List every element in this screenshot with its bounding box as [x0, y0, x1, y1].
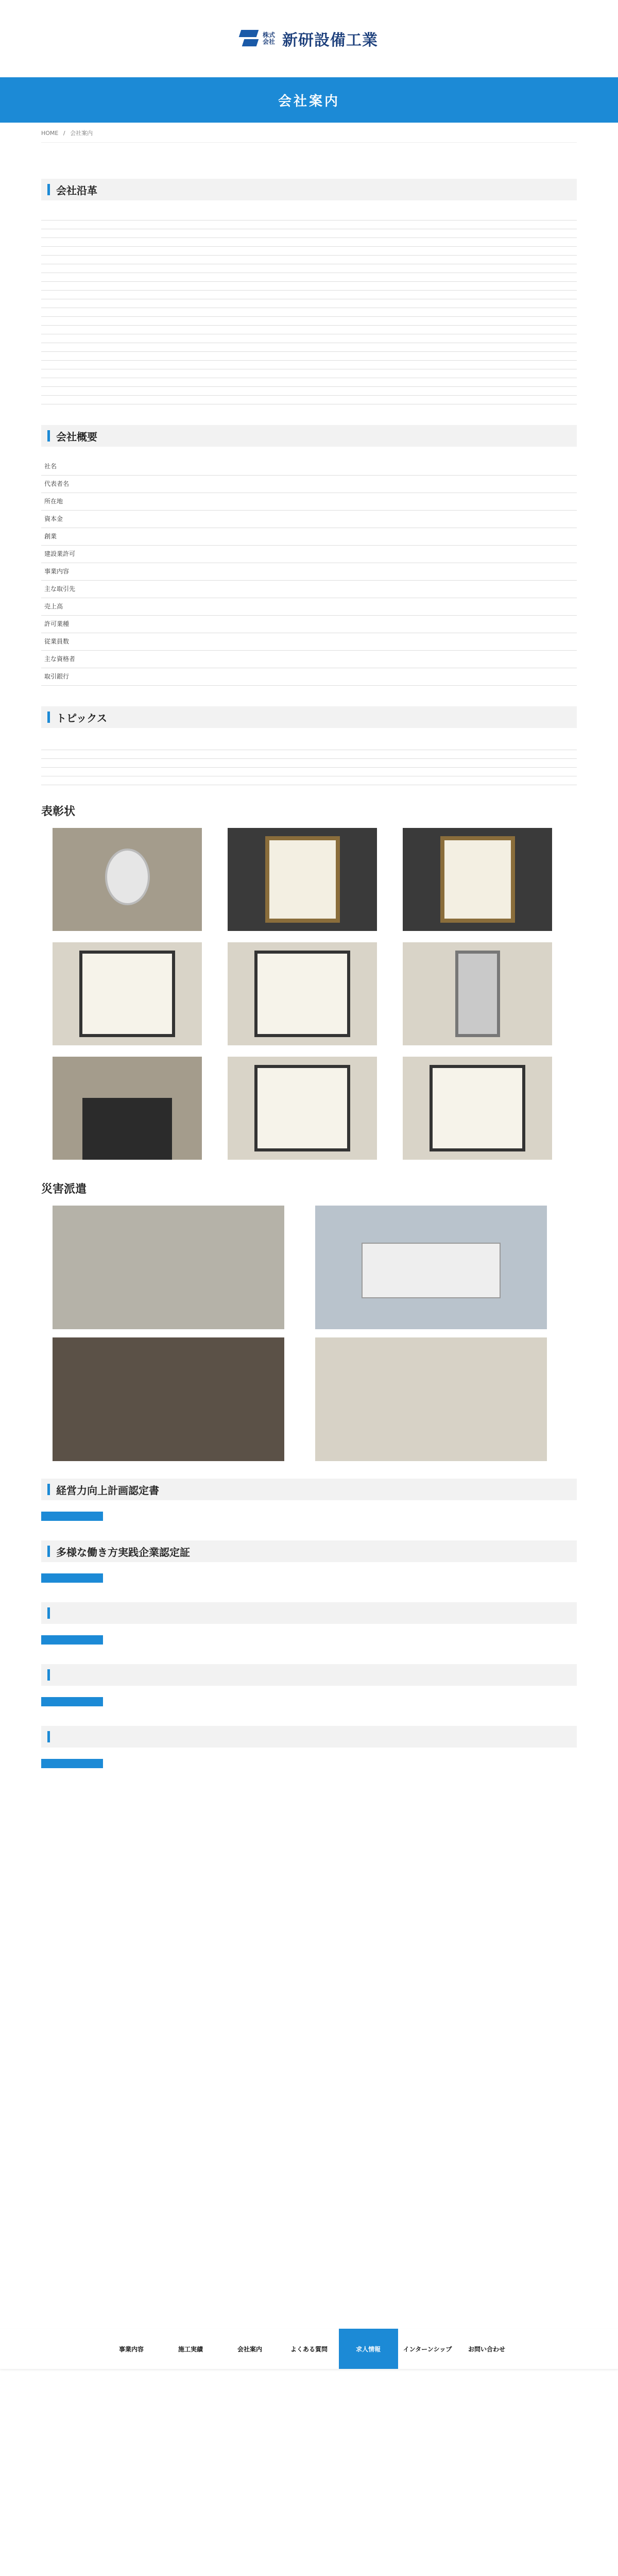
- heading-accent-bar: [47, 1669, 50, 1681]
- heading-accent-bar: [47, 1731, 50, 1742]
- award-photo-clock[interactable]: [53, 828, 202, 931]
- history-text: [118, 238, 577, 247]
- logo-small-text: 株式会社: [263, 31, 276, 45]
- overview-value: [118, 493, 577, 511]
- history-date: [41, 264, 118, 273]
- award-date: [41, 776, 118, 785]
- overview-value: [118, 563, 577, 581]
- award-text: [118, 750, 577, 759]
- fixed-nav-bar: [0, 2329, 618, 2369]
- logo-name: 新研設備工業: [282, 31, 378, 49]
- cert-detail-button[interactable]: [41, 1512, 103, 1521]
- history-date: [41, 256, 118, 264]
- award-photo-certificate[interactable]: [403, 828, 552, 931]
- nav-item-1[interactable]: 施工実績: [178, 2345, 203, 2353]
- history-text: [118, 378, 577, 387]
- award-text: [118, 776, 577, 785]
- overview-row: [41, 668, 577, 686]
- history-date: [41, 282, 118, 291]
- nav-item-3[interactable]: よくある質問: [290, 2345, 328, 2353]
- award-row: [41, 759, 577, 768]
- plaque-icon: [79, 951, 175, 1037]
- cert-heading: [41, 1540, 577, 1562]
- clock-icon: [105, 849, 150, 905]
- certificate-frame-icon: [254, 1065, 350, 1151]
- history-text: [118, 291, 577, 299]
- award-table: [41, 741, 577, 785]
- history-row: [41, 326, 577, 334]
- award-photo-plaque[interactable]: [53, 942, 202, 1045]
- overview-value: [118, 458, 577, 476]
- award-date: [41, 759, 118, 768]
- history-date: [41, 326, 118, 334]
- cert-detail-button[interactable]: [41, 1635, 103, 1645]
- award-row: [41, 768, 577, 776]
- page-title: 会社案内: [278, 93, 340, 109]
- company-logo[interactable]: [240, 27, 378, 50]
- history-text: [118, 212, 577, 221]
- haken-photo[interactable]: [53, 1206, 284, 1329]
- page-banner: [0, 77, 618, 123]
- award-photo-ceremony[interactable]: [53, 1057, 202, 1160]
- overview-label: 所在地: [41, 493, 118, 511]
- cert-heading: [41, 1726, 577, 1748]
- overview-value: [118, 476, 577, 493]
- history-heading-text: 会社沿革: [56, 184, 97, 197]
- awards-gallery: [53, 828, 577, 1160]
- history-date: [41, 229, 118, 238]
- overview-row: [41, 563, 577, 581]
- cert-heading: [41, 1664, 577, 1686]
- history-row: [41, 264, 577, 273]
- certificate-frame-icon: [430, 1065, 525, 1151]
- history-text: [118, 352, 577, 361]
- award-photo-certificate[interactable]: [228, 1057, 377, 1160]
- history-date: [41, 334, 118, 343]
- heading-accent-bar: [47, 184, 50, 195]
- cert-detail-button[interactable]: [41, 1759, 103, 1768]
- cert-heading-text: 経営力向上計画認定書: [56, 1484, 159, 1497]
- history-date: [41, 247, 118, 256]
- history-text: [118, 256, 577, 264]
- haken-title: 災害派遣: [41, 1183, 87, 1196]
- history-text: [118, 387, 577, 396]
- award-text: [118, 741, 577, 750]
- history-row: [41, 317, 577, 326]
- history-date: [41, 291, 118, 299]
- overview-label: 許可業種: [41, 616, 118, 633]
- history-row: [41, 291, 577, 299]
- breadcrumb-separator: /: [63, 130, 65, 137]
- nav-item-6[interactable]: お問い合わせ: [468, 2345, 505, 2353]
- logo-mark-icon: [240, 30, 258, 47]
- award-date: [41, 741, 118, 750]
- overview-row: [41, 598, 577, 616]
- history-row: [41, 282, 577, 291]
- heading-accent-bar: [47, 1607, 50, 1619]
- overview-row: [41, 546, 577, 563]
- breadcrumb-home-link[interactable]: HOME: [41, 130, 59, 137]
- award-row: [41, 741, 577, 750]
- breadcrumb-current: 会社案内: [70, 130, 93, 137]
- overview-row: [41, 651, 577, 668]
- cert-heading-text: 多様な働き方実践企業認定証: [56, 1546, 190, 1558]
- history-row: [41, 308, 577, 317]
- overview-label: 取引銀行: [41, 668, 118, 686]
- history-text: [118, 317, 577, 326]
- topics-heading-text: トピックス: [56, 711, 107, 724]
- awards-title: 表彰状: [41, 805, 76, 818]
- certificate-frame-icon: [254, 951, 350, 1037]
- nav-item-0[interactable]: 事業内容: [118, 2345, 144, 2353]
- history-text: [118, 334, 577, 343]
- history-text: [118, 361, 577, 369]
- overview-value: [118, 511, 577, 528]
- history-row: [41, 387, 577, 396]
- overview-value: [118, 633, 577, 651]
- certificate-frame-icon: [265, 836, 340, 923]
- history-row: [41, 273, 577, 282]
- award-row: [41, 750, 577, 759]
- nav-item-4[interactable]: 求人情報: [339, 2329, 398, 2369]
- overview-row: [41, 528, 577, 546]
- site-header: [0, 0, 618, 77]
- cert-detail-button[interactable]: [41, 1573, 103, 1583]
- history-date: [41, 369, 118, 378]
- history-date: [41, 361, 118, 369]
- overview-table: [41, 458, 577, 686]
- award-date: [41, 750, 118, 759]
- history-text: [118, 308, 577, 317]
- nav-item-2[interactable]: 会社案内: [237, 2345, 262, 2353]
- award-text: [118, 768, 577, 776]
- haken-photo[interactable]: [53, 1337, 284, 1461]
- history-table: [41, 212, 577, 404]
- history-row: [41, 396, 577, 404]
- topics-heading: [41, 706, 577, 728]
- overview-heading-text: 会社概要: [56, 430, 97, 443]
- award-text: [118, 759, 577, 768]
- history-text: [118, 326, 577, 334]
- history-date: [41, 238, 118, 247]
- cert-detail-button[interactable]: [41, 1697, 103, 1706]
- cert-list: [41, 1479, 577, 1770]
- overview-label: 事業内容: [41, 563, 118, 581]
- history-row: [41, 256, 577, 264]
- overview-label: 代表者名: [41, 476, 118, 493]
- history-date: [41, 273, 118, 282]
- history-date: [41, 387, 118, 396]
- history-row: [41, 247, 577, 256]
- award-photo-certificate[interactable]: [228, 828, 377, 931]
- overview-value: [118, 528, 577, 546]
- overview-row: [41, 581, 577, 598]
- overview-label: 主な資格者: [41, 651, 118, 668]
- overview-label: 社名: [41, 458, 118, 476]
- overview-row: [41, 476, 577, 493]
- history-date: [41, 396, 118, 404]
- history-text: [118, 369, 577, 378]
- heading-accent-bar: [47, 1484, 50, 1495]
- overview-heading: [41, 425, 577, 447]
- history-date: [41, 212, 118, 221]
- award-row: [41, 776, 577, 785]
- overview-value: [118, 598, 577, 616]
- haken-photo[interactable]: [315, 1337, 547, 1461]
- history-row: [41, 238, 577, 247]
- overview-row: [41, 633, 577, 651]
- heading-accent-bar: [47, 1546, 50, 1557]
- overview-row: [41, 458, 577, 476]
- history-date: [41, 221, 118, 229]
- overview-value: [118, 668, 577, 686]
- history-heading: [41, 179, 577, 200]
- history-row: [41, 212, 577, 221]
- overview-value: [118, 546, 577, 563]
- overview-value: [118, 581, 577, 598]
- award-photo-trophy[interactable]: [403, 942, 552, 1045]
- history-text: [118, 343, 577, 352]
- nav-item-5[interactable]: インターンシップ: [403, 2345, 452, 2353]
- overview-value: [118, 651, 577, 668]
- overview-label: 従業員数: [41, 633, 118, 651]
- haken-photo[interactable]: [315, 1206, 547, 1329]
- overview-label: 主な取引先: [41, 581, 118, 598]
- history-row: [41, 361, 577, 369]
- overview-label: 建設業許可: [41, 546, 118, 563]
- overview-row: [41, 511, 577, 528]
- history-row: [41, 343, 577, 352]
- overview-label: 売上高: [41, 598, 118, 616]
- overview-label: 資本金: [41, 511, 118, 528]
- history-date: [41, 299, 118, 308]
- overview-row: [41, 616, 577, 633]
- cert-heading: [41, 1479, 577, 1500]
- history-date: [41, 352, 118, 361]
- history-text: [118, 229, 577, 238]
- history-text: [118, 396, 577, 404]
- history-text: [118, 264, 577, 273]
- overview-label: 創業: [41, 528, 118, 546]
- history-row: [41, 334, 577, 343]
- award-date: [41, 768, 118, 776]
- history-text: [118, 221, 577, 229]
- history-row: [41, 369, 577, 378]
- heading-accent-bar: [47, 711, 50, 723]
- overview-value: [118, 616, 577, 633]
- overview-row: [41, 493, 577, 511]
- heading-accent-bar: [47, 430, 50, 442]
- history-row: [41, 221, 577, 229]
- history-row: [41, 352, 577, 361]
- truck-icon: [362, 1243, 501, 1298]
- history-text: [118, 299, 577, 308]
- history-text: [118, 282, 577, 291]
- history-row: [41, 229, 577, 238]
- award-photo-certificate[interactable]: [403, 1057, 552, 1160]
- history-date: [41, 317, 118, 326]
- intro-text: [41, 143, 577, 170]
- history-text: [118, 247, 577, 256]
- cert-heading: [41, 1602, 577, 1624]
- history-row: [41, 378, 577, 387]
- history-row: [41, 299, 577, 308]
- certificate-frame-icon: [440, 836, 515, 923]
- haken-gallery: [53, 1206, 577, 1461]
- trophy-icon: [455, 951, 500, 1037]
- history-date: [41, 378, 118, 387]
- history-date: [41, 308, 118, 317]
- history-text: [118, 273, 577, 282]
- award-photo-certificate[interactable]: [228, 942, 377, 1045]
- breadcrumb: [41, 123, 577, 143]
- history-date: [41, 343, 118, 352]
- people-icon: [82, 1098, 172, 1160]
